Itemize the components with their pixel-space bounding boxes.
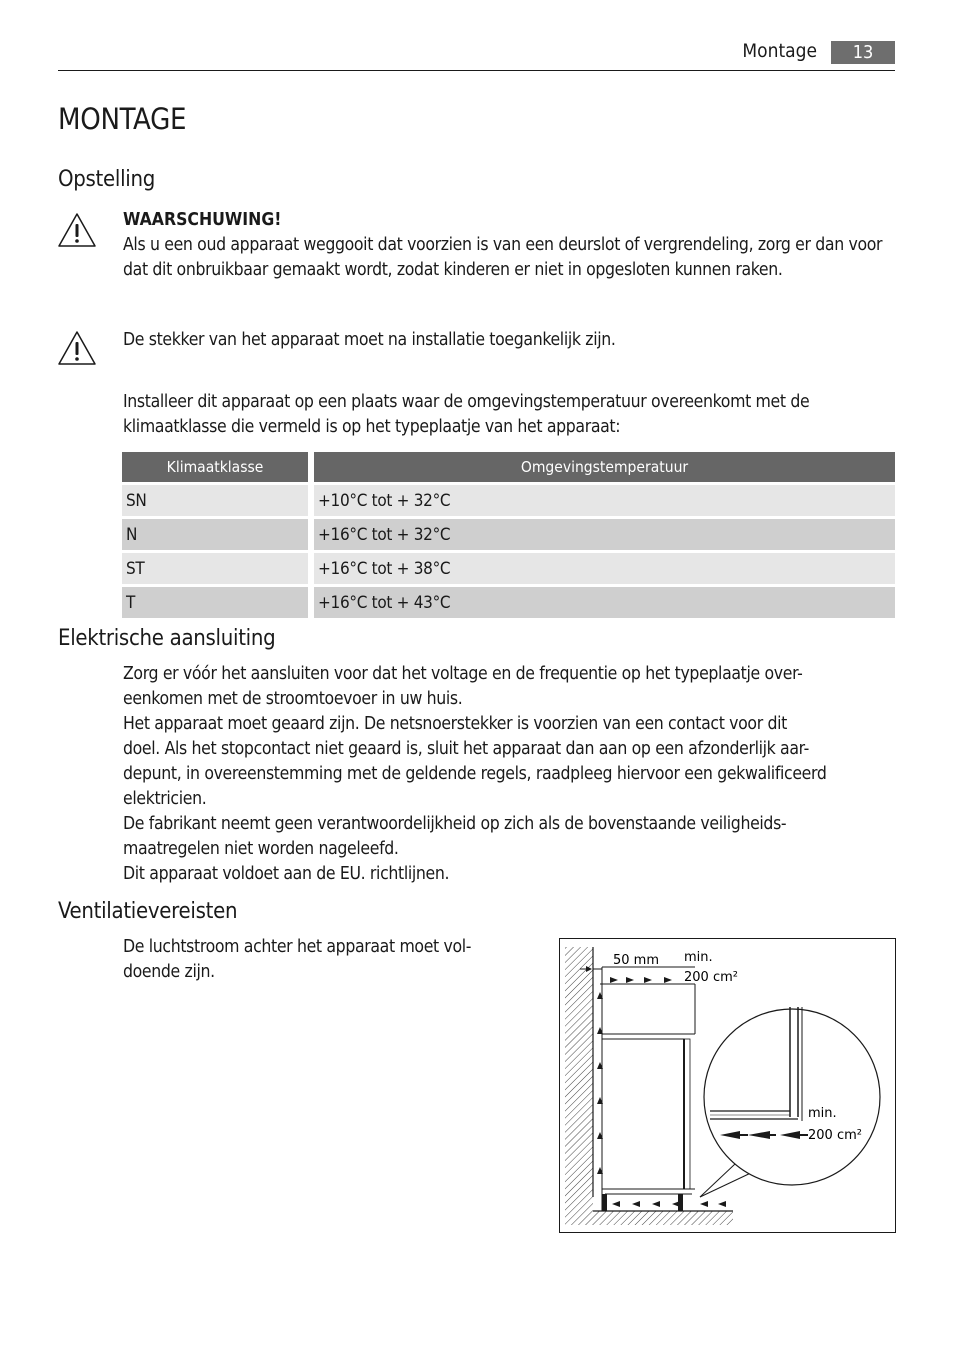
table-header-row <box>122 452 895 482</box>
text-line: depunt, in overeenstemming met de geldende regels, raadpleeg hiervoor een gekwalificeerd <box>123 764 827 784</box>
climate-class-table <box>122 449 895 621</box>
heading-ventilatievereisten: Ventilatievereisten <box>58 899 238 924</box>
table-cell: +16°C tot + 43°C <box>314 587 895 618</box>
label-gap: 50 mm <box>613 953 660 968</box>
header-section-title: Montage <box>742 40 817 62</box>
header-rule <box>58 70 895 71</box>
heading-opstelling: Opstelling <box>58 167 156 192</box>
wall-hatching <box>565 947 593 1225</box>
table-cell: +16°C tot + 38°C <box>314 553 895 584</box>
warning-icon <box>57 330 97 366</box>
electrical-text <box>123 662 895 887</box>
table-row <box>122 553 895 584</box>
airflow-bottom-arrows <box>612 1201 726 1207</box>
text-line: Zorg er vóór het aansluiten voor dat het voltage en de frequentie op het typeplaatje over- <box>123 664 803 684</box>
heading-elektrische-aansluiting: Elektrische aansluiting <box>58 626 276 651</box>
table-cell: ST <box>122 553 308 584</box>
table-cell: T <box>122 587 308 618</box>
table-header-cell: Klimaatklasse <box>122 452 308 482</box>
table-row <box>122 485 895 516</box>
text-line: eenkomen met de stroomtoevoer in uw huis. <box>123 689 463 709</box>
text-line: De luchtstroom achter het apparaat moet vol- <box>123 937 472 957</box>
warning-block-2 <box>123 328 895 353</box>
text-line: De fabrikant neemt geen verantwoordelijkheid op zich als de bovenstaande veiligheids- <box>123 814 787 834</box>
warning-block-1 <box>123 208 895 283</box>
text-line: doel. Als het stopcontact niet geaard is, sluit het apparaat dan aan op een afzonderlijk aar- <box>123 739 809 759</box>
ventilation-diagram-svg <box>560 939 895 1232</box>
warning-title: WAARSCHUWING! <box>123 210 282 230</box>
text-line: maatregelen niet worden nageleefd. <box>123 839 399 859</box>
page-number: 13 <box>831 41 895 64</box>
text-line: Dit apparaat voldoet aan de EU. richtlijnen. <box>123 864 450 884</box>
airflow-top-arrows <box>610 977 672 983</box>
floor-hatching <box>593 1211 733 1225</box>
table-row <box>122 519 895 550</box>
climate-intro <box>123 390 895 440</box>
table-header-cell: Omgevingstemperatuur <box>314 452 895 482</box>
table-cell: SN <box>122 485 308 516</box>
page-title: MONTAGE <box>58 102 187 136</box>
table-cell: +10°C tot + 32°C <box>314 485 895 516</box>
label-top-area: 200 cm² <box>684 970 738 985</box>
text-line: Het apparaat moet geaard zijn. De netsnoerstekker is voorzien van een contact voor dit <box>123 714 787 734</box>
label-bottom-min: min. <box>808 1106 837 1121</box>
warning-icon <box>57 212 97 248</box>
detail-circle <box>704 1009 880 1185</box>
ventilation-text <box>123 935 523 985</box>
table-cell: N <box>122 519 308 550</box>
text-line: doende zijn. <box>123 962 215 982</box>
table-row <box>122 587 895 618</box>
warning-text: De stekker van het apparaat moet na installatie toegankelijk zijn. <box>123 330 616 350</box>
appliance-body <box>602 1039 684 1189</box>
label-top-min: min. <box>684 950 713 965</box>
table-cell: +16°C tot + 32°C <box>314 519 895 550</box>
ventilation-diagram <box>559 938 896 1233</box>
warning-text: Als u een oud apparaat weggooit dat voorzien is van een deurslot of vergrendeling, zorg er dan voor dat dit onbruikbaar gemaakt wordt, zodat kinderen er niet in opgesloten kunnen raken. <box>123 235 883 280</box>
intro-text: Installeer dit apparaat op een plaats waar de omgevingstemperatuur overeenkomt met de klimaatklasse die vermeld is op het typeplaatje van het apparaat: <box>123 392 810 437</box>
text-line: elektricien. <box>123 789 207 809</box>
label-bottom-area: 200 cm² <box>808 1128 862 1143</box>
